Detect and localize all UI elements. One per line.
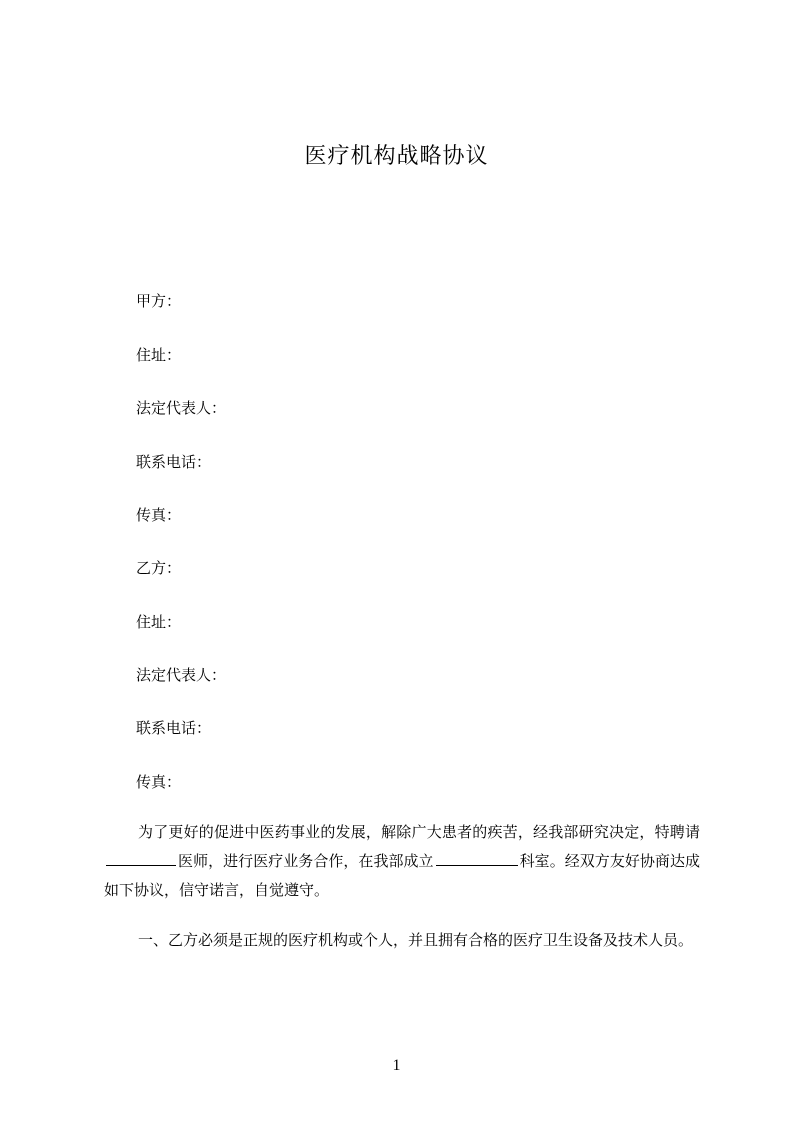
intro-paragraph — [104, 818, 700, 905]
party-b-fax-label: 传真： — [136, 773, 182, 791]
clause-1-paragraph: 一、乙方必须是正规的医疗机构或个人，并且拥有合格的医疗卫生设备及技术人员。 — [138, 931, 694, 949]
party-a-name-label: 甲方： — [136, 292, 182, 310]
intro-text-part3: 科室。经双方友好协商达成如下协议，信守诺言，自觉遵守。 — [104, 852, 700, 899]
party-a-address-label: 住址： — [136, 346, 182, 364]
party-b-phone-label: 联系电话： — [136, 719, 212, 737]
party-a-phone-label: 联系电话： — [136, 453, 212, 471]
intro-text-part2: 医师，进行医疗业务合作，在我部成立 — [178, 852, 434, 870]
party-b-representative-label: 法定代表人： — [136, 666, 227, 684]
party-a-representative-label: 法定代表人： — [136, 399, 227, 417]
document-title: 医疗机构战略协议 — [304, 144, 489, 169]
department-name-blank — [436, 851, 518, 866]
party-b-address-label: 住址： — [136, 613, 182, 631]
doctor-name-blank — [106, 851, 176, 866]
party-a-fax-label: 传真： — [136, 506, 182, 524]
page-number: 1 — [392, 1057, 401, 1074]
party-b-name-label: 乙方： — [136, 559, 182, 577]
intro-text-part1: 为了更好的促进中医药事业的发展，解除广大患者的疾苦，经我部研究决定，特聘请 — [138, 823, 700, 841]
